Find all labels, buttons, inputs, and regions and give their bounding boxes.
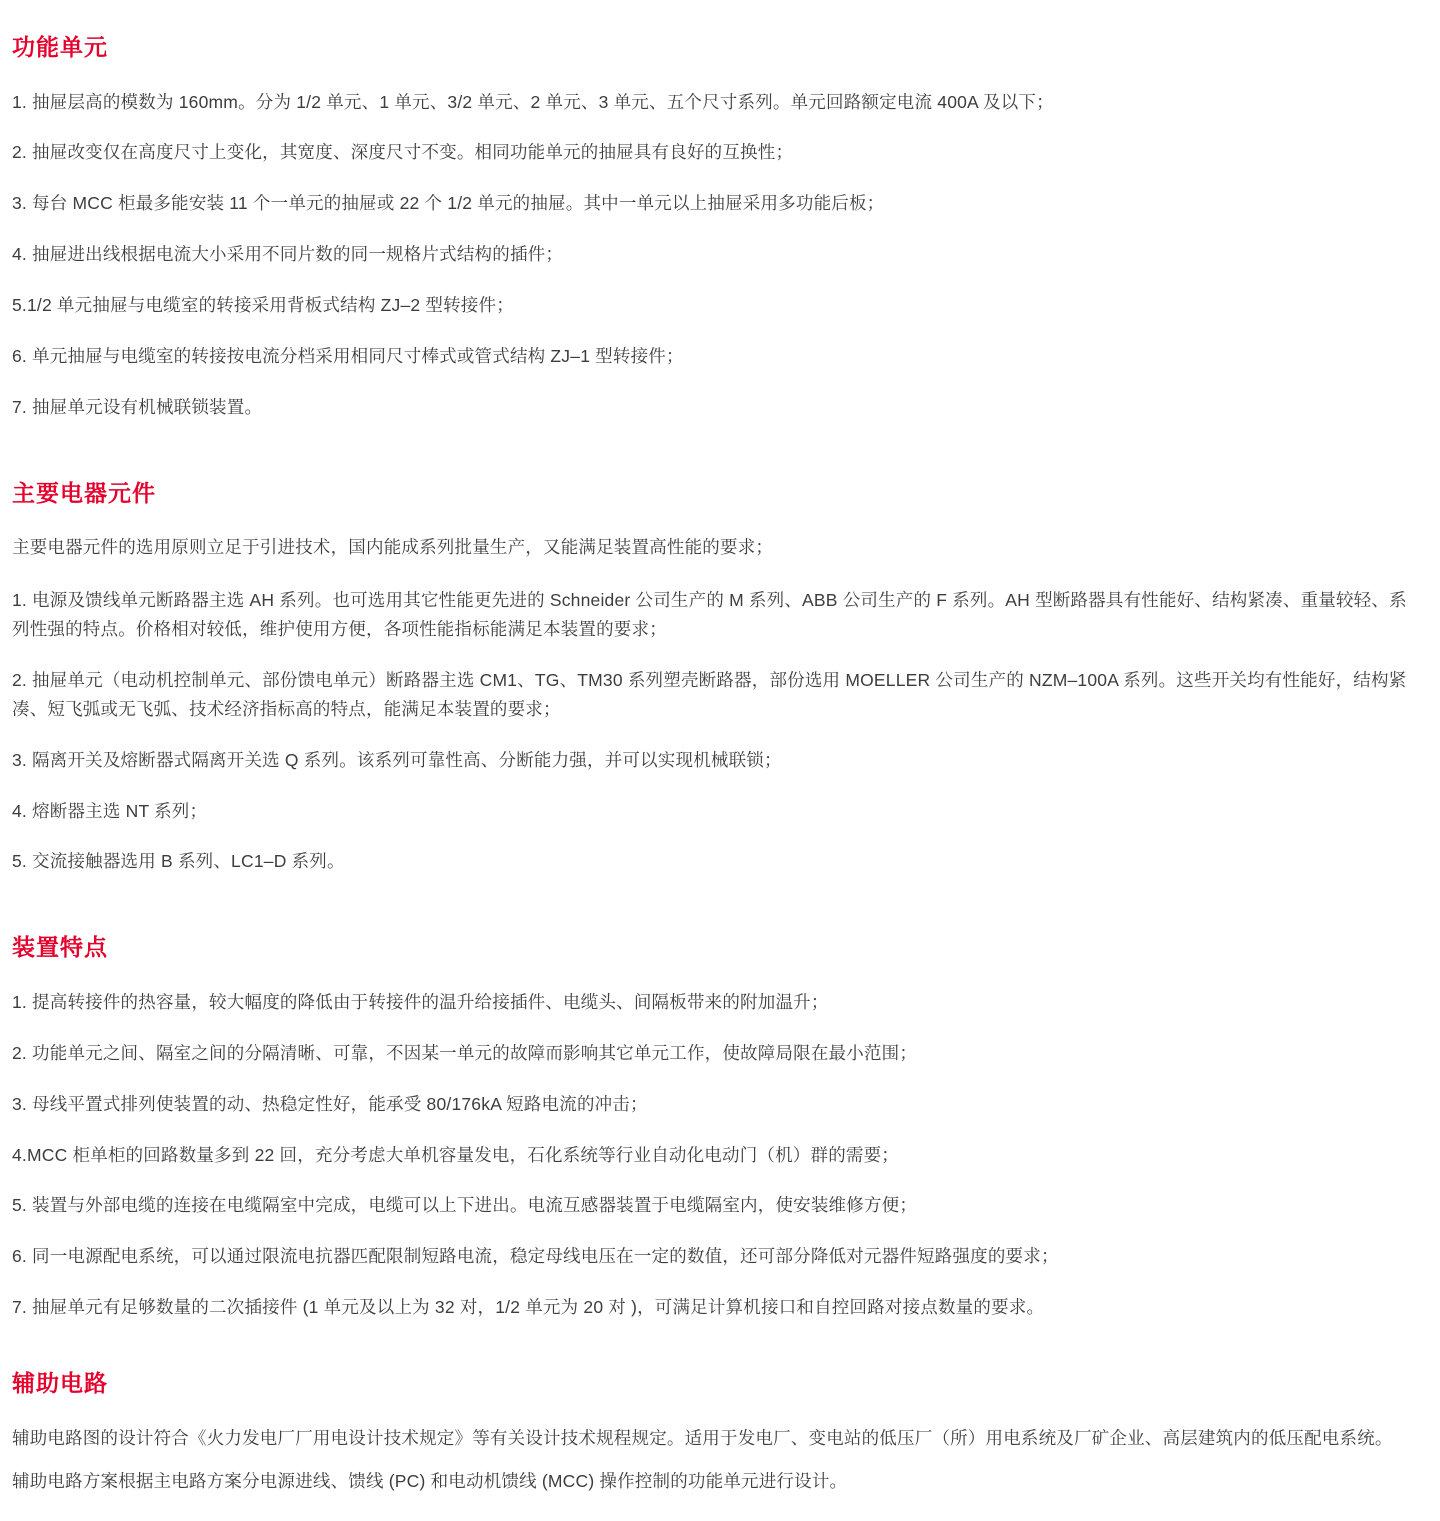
paragraph-function-unit-2: 2. 抽屉改变仅在高度尺寸上变化，其宽度、深度尺寸不变。相同功能单元的抽屉具有良好的互换性； [12, 142, 794, 163]
section-divider-2 [12, 882, 1430, 934]
section-title-auxiliary-circuit: 辅助电路 [12, 1370, 108, 1397]
section-auxiliary-circuit [12, 1370, 1430, 1495]
paragraph-auxiliary-circuit-1: 辅助电路图的设计符合《火力发电厂厂用电设计技术规定》等有关设计技术规程规定。适用于发电厂、变电站的低压厂（所）用电系统及厂矿企业、高层建筑内的低压配电系统。 [12, 1427, 1393, 1448]
paragraph-main-components-4: 4. 熔断器主选 NT 系列； [12, 800, 208, 821]
paragraph-main-components-intro: 主要电器元件的选用原则立足于引进技术，国内能成系列批量生产，又能满足装置高性能的要求； [12, 537, 774, 558]
section-title-main-components: 主要电器元件 [12, 479, 156, 506]
paragraph-device-features-7: 7. 抽屉单元有足够数量的二次插接件 (1 单元及以上为 32 对，1/2 单元为 20 对 )，可满足计算机接口和自控回路对接点数量的要求。 [12, 1297, 1045, 1318]
section-main-components [12, 480, 1430, 877]
paragraph-device-features-4: 4.MCC 柜单柜的回路数量多到 22 回，充分考虑大单机容量发电，石化系统等行业自动化电动门（机）群的需要； [12, 1144, 899, 1165]
section-title-function-unit: 功能单元 [12, 34, 108, 60]
paragraph-auxiliary-circuit-2: 辅助电路方案根据主电路方案分电源进线、馈线 (PC) 和电动机馈线 (MCC) 操作控制的功能单元进行设计。 [12, 1470, 848, 1491]
paragraph-main-components-5: 5. 交流接触器选用 B 系列、LC1–D 系列。 [12, 851, 345, 872]
paragraph-device-features-3: 3. 母线平置式排列使装置的动、热稳定性好，能承受 80/176kA 短路电流的冲击； [12, 1093, 648, 1114]
paragraph-device-features-2: 2. 功能单元之间、隔室之间的分隔清晰、可靠，不因某一单元的故障而影响其它单元工作，使故障局限在最小范围； [12, 1042, 918, 1063]
section-divider-1 [12, 428, 1430, 480]
paragraph-device-features-6: 6. 同一电源配电系统，可以通过限流电抗器匹配限制短路电流，稳定母线电压在一定的数值，还可部分降低对元器件短路强度的要求； [12, 1246, 1059, 1267]
paragraph-function-unit-1: 1. 抽屉层高的模数为 160mm。分为 1/2 单元、1 单元、3/2 单元、2 单元、3 单元、五个尺寸系列。单元回路额定电流 400A 及以下； [12, 91, 1054, 112]
paragraph-device-features-5: 5. 装置与外部电缆的连接在电缆隔室中完成，电缆可以上下进出。电流互感器装置于电缆隔室内，使安装维修方便； [12, 1195, 918, 1216]
section-divider-3 [12, 1328, 1430, 1370]
paragraph-device-features-1: 1. 提高转接件的热容量，较大幅度的降低由于转接件的温升给接插件、电缆头、间隔板带来的附加温升； [12, 991, 829, 1012]
paragraph-function-unit-6: 6. 单元抽屉与电缆室的转接按电流分档采用相同尺寸棒式或管式结构 ZJ–1 型转接件； [12, 345, 684, 366]
paragraph-main-components-2: 2. 抽屉单元（电动机控制单元、部份馈电单元）断路器主选 CM1、TG、TM30 系列塑壳断路器，部份选用 MOELLER 公司生产的 NZM–100A 系列。这些开关均有性能好，结构紧凑、短飞弧或无飞弧、技术经济指标高的特点，能满足本装置的要求； [12, 669, 1407, 719]
paragraph-main-components-1: 1. 电源及馈线单元断路器主选 AH 系列。也可选用其它性能更先进的 Schneider 公司生产的 M 系列、ABB 公司生产的 F 系列。AH 型断路器具有性能好、结构紧凑、重量较轻、系列性强的特点。价格相对较低，维护使用方便，各项性能指标能满足本装置的要求； [12, 590, 1407, 640]
paragraph-function-unit-4: 4. 抽屉进出线根据电流大小采用不同片数的同一规格片式结构的插件； [12, 244, 564, 265]
section-function-unit [12, 34, 1430, 422]
paragraph-function-unit-3: 3. 每台 MCC 柜最多能安装 11 个一单元的抽屉或 22 个 1/2 单元的抽屉。其中一单元以上抽屉采用多功能后板； [12, 193, 885, 214]
section-title-device-features: 装置特点 [12, 934, 108, 961]
paragraph-function-unit-7: 7. 抽屉单元设有机械联锁装置。 [12, 396, 263, 417]
section-device-features [12, 934, 1430, 1322]
paragraph-main-components-3: 3. 隔离开关及熔断器式隔离开关选 Q 系列。该系列可靠性高、分断能力强，并可以实现机械联锁； [12, 749, 782, 770]
paragraph-function-unit-5: 5.1/2 单元抽屉与电缆室的转接采用背板式结构 ZJ–2 型转接件； [12, 295, 514, 316]
